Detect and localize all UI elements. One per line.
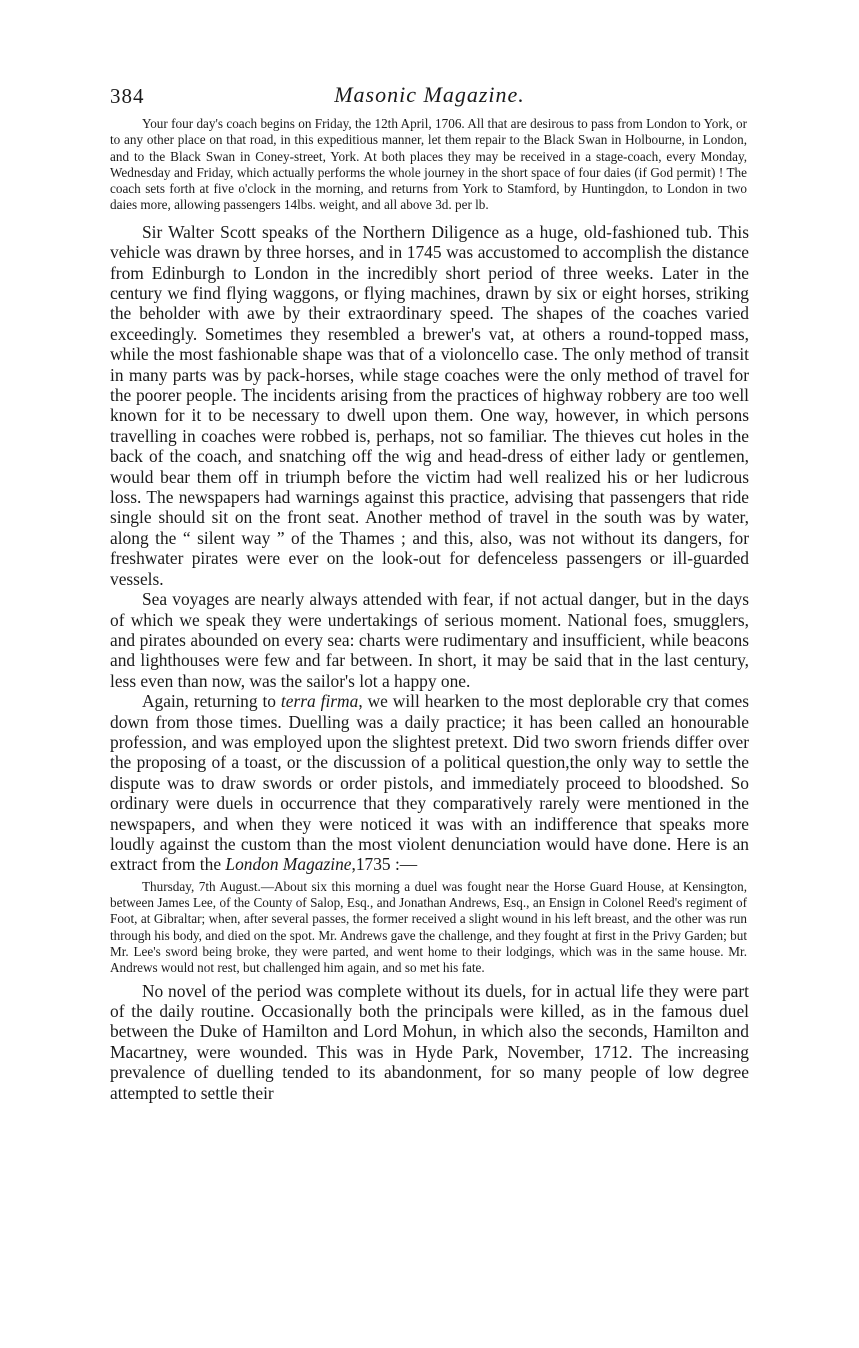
paragraph-novel-duels: No novel of the period was complete without its duels, for in actual life they were part of the daily routine. Occasionally both the principals were killed, as in the famous duel between the Duke of Hamilton and Lord Mohun, in which also the seconds, Hamilton and Macartney, were wounded. This was in Hyde Park, November, 1712. The increasing prevalence of duelling tended to its abandonment, for so many people of low degree attempted to settle their [110,980,749,1103]
duelling-text-middle: , we will hearken to the most deplorable cry that comes down from those times. Duelling was a daily practice; it has been called an honourable profession, and was employed upon the slightest pretext. Did two sworn friends differ over the proposing of a toast, or the discussion of a political question,the only way to settle the dispute was to draw swords or order pistols, and immediately proceed to bloodshed. So ordinary were duels in occurrence that they comparatively rarely were mentioned in the newspapers, and when they were noticed it was with an indifference that speaks more loudly against the custom than the most violent denunciation would have done. Here is an extract from the [110,691,749,875]
paragraph-sea-voyages: Sea voyages are nearly always attended with fear, if not actual danger, but in the days of which we speak they were undertakings of serious moment. National foes, smugglers, and pirates abounded on every sea: charts were rudimentary and insufficient, while beacons and lighthouses were few and far between. In short, it may be said that in the last century, less even than now, was the sailor's lot a happy one. [110,589,749,691]
paragraph-duelling [110,691,749,875]
london-magazine-italic: London Magazine [225,854,352,875]
page-header [110,70,749,110]
duelling-text-end: ,1735 :— [351,854,418,875]
running-title: Masonic Magazine. [334,82,525,107]
coach-advertisement-extract: Your four day's coach begins on Friday, the 12th April, 1706. All that are desirous to pass from London to York, or to any other place on that road, in this expeditious manner, let them repair to the Black Swan in Holbourne, in London, and to the Black Swan in Coney-street, York. At both places they may be received in a stage-coach, every Monday, Wednesday and Friday, which actually performs the whole journey in the short space of four daies (if God permit) ! The coach sets forth at five o'clock in the morning, and returns from York to Stamford, by Huntingdon, to London in two daies more, allowing passengers 14lbs. weight, and all above 3d. per lb. [110,116,747,213]
page-number: 384 [110,84,145,108]
duel-report-extract: Thursday, 7th August.—About six this morning a duel was fought near the Horse Guard House, at Kensington, between James Lee, of the County of Salop, Esq., and Jonathan Andrews, Esq., an Ensign in Colonel Reed's regiment of Foot, at Gibraltar; when, after several passes, the former received a slight wound in his left breast, and the other was run through his body, and died on the spot. Mr. Andrews gave the challenge, and they fought at first in the Privy Garden; but Mr. Lee's sword being broke, they were parted, and went home to their lodgings, which was in the same house. Mr. Andrews would not rest, but challenged him again, and so met his fate. [110,878,747,976]
paragraph-northern-diligence: Sir Walter Scott speaks of the Northern Diligence as a huge, old-fashioned tub. This vehicle was drawn by three horses, and in 1745 was accustomed to accomplish the distance from Edinburgh to London in the incredibly short period of three weeks. Later in the century we find flying waggons, or flying machines, drawn by six or eight horses, striking the beholder with awe by their extraordinary speed. The shapes of the coaches varied exceedingly. Sometimes they resembled a brewer's vat, at others a round-topped mass, while the most fashionable shape was that of a violoncello case. The only method of transit in many parts was by pack-horses, while stage coaches were the only method of travel for the poorer people. The incidents arising from the practices of highway robbery are too well known for it to be necessary to dwell upon them. One way, however, in which persons travelling in coaches were robbed is, perhaps, not so familiar. The thieves cut holes in the back of the coach, and snatching off the wig and head-dress of either lady or gentlemen, would bear them off in triumph before the victim had well realized his or her ludicrous loss. The newspapers had warnings against this practice, advising that passengers that ride single should sit on the front seat. Another method of travel in the south was by water, along the “ silent way ” of the Thames ; and this, also, was not without its dangers, for freshwater pirates were ever on the look-out for defenceless passengers or ill-guarded vessels. [110,221,749,589]
duelling-text-start: Again, returning to [142,691,281,712]
terra-firma-italic: terra firma [280,691,359,712]
